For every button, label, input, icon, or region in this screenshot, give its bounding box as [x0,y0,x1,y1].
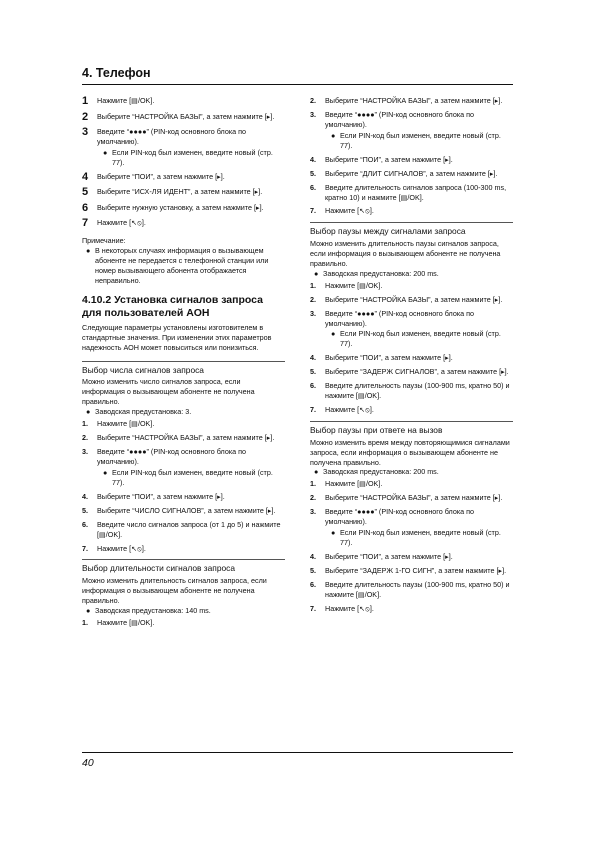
step-body [325,353,513,363]
default-value [310,467,513,477]
step-number: 7. [82,543,88,553]
step-number: 2. [310,294,316,304]
step-number: 6. [310,381,316,391]
step-text: Нажмите [↖⦸]. [97,218,146,228]
step-text: Выберите “НАСТРОЙКА БАЗЫ”, а затем нажмите [▸]. [325,493,503,503]
step-subnote [325,528,513,548]
step-text: Выберите нужную установку, а затем нажмите [▸]. [97,202,264,212]
step-text: Выберите “ПОИ”, а затем нажмите [▸]. [97,171,225,181]
step-item [310,169,513,179]
step-number: 6. [82,519,88,529]
subsection-title: Выбор длительности сигналов запроса [82,559,285,575]
step-number: 5. [82,505,88,515]
step-text: Введите длительность паузы (100-900 ms, кратно 50) и нажмите [▤/OK]. [325,381,510,401]
step-number: 2. [310,493,316,503]
step-body [325,604,513,614]
step-subnote [97,148,285,168]
step-text: Введите число сигналов запроса (от 1 до 5) и нажмите [▤/OK]. [97,519,281,539]
step-item [82,203,285,215]
step-body [325,155,513,165]
step-item [310,381,513,401]
step-body [325,566,513,576]
step-body [325,206,513,216]
step-body [97,492,285,502]
subsection-title: Выбор паузы при ответе на вызов [310,421,513,437]
header-rule [82,84,513,85]
step-number: 4 [82,170,89,183]
step-item [82,618,285,628]
bullet-icon: ● [86,407,91,417]
step-body [97,506,285,516]
step-item [310,309,513,350]
step-item [82,218,285,230]
default-value [82,606,285,616]
step-item [310,479,513,489]
step-text: Введите “●●●●” (PIN-код основного блока по умолчанию). [97,127,247,147]
step-list [310,281,513,415]
default-text: Заводская предустановка: 200 ms. [323,467,439,477]
step-text: Введите длительность сигналов запроса (100-300 ms, кратно 10) и нажмите [▤/OK]. [325,182,507,202]
step-text: Выберите “ДЛИТ СИГНАЛОВ”, а затем нажмите [▸]. [325,168,498,178]
step-text: Выберите “ЧИСЛО СИГНАЛОВ”, а затем нажмите [▸]. [97,505,276,515]
step-item [310,295,513,305]
step-body [325,281,513,291]
step-body [325,110,513,151]
step-text: Нажмите [↖⦸]. [325,603,374,613]
note-item [82,246,285,286]
step-item [82,506,285,516]
step-list [82,419,285,553]
step-body [325,552,513,562]
step-item [82,492,285,502]
step-item [82,127,285,168]
step-number: 7 [82,217,89,230]
step-number: 5 [82,186,89,199]
step-number: 3. [310,308,316,318]
step-number: 1. [82,419,88,429]
step-text: Выберите “ЗАДЕРЖ 1-ГО СИГН”, а затем нажмите [▸]. [325,565,507,575]
step-body [97,419,285,429]
step-text: Нажмите [▤/OK]. [325,280,383,290]
step-number: 4. [310,353,316,363]
step-text: Выберите “НАСТРОЙКА БАЗЫ”, а затем нажмите [▸]. [325,294,503,304]
step-body [325,381,513,401]
step-number: 7. [310,206,316,216]
step-body [97,96,285,106]
step-item [82,520,285,540]
step-number: 4. [310,154,316,164]
subsection-desc: Можно изменить длительность паузы сигналов запроса, если информация о вызывающем абоненте не получена правильно. [310,238,501,268]
step-number: 5. [310,565,316,575]
step-text: Введите длительность паузы (100-900 ms, кратно 50) и нажмите [▤/OK]. [325,579,510,599]
bullet-icon: ● [314,268,319,278]
step-text: Выберите “ПОИ”, а затем нажмите [▸]. [325,154,453,164]
step-item [310,507,513,548]
step-item [310,96,513,106]
step-number: 1. [310,280,316,290]
step-text: Нажмите [↖⦸]. [97,543,146,553]
step-item [310,353,513,363]
step-item [82,96,285,108]
subsection-title: Выбор паузы между сигналами запроса [310,222,513,238]
step-subnote-text: Если PIN-код был изменен, введите новый (стр. 77). [340,130,501,150]
section-paragraph: Следующие параметры установлены изготовителем в стандартные значения. При изменении этих параметров надежность АОН может повыситься или понизиться. [82,322,272,352]
step-body [325,183,513,203]
step-number: 6. [310,579,316,589]
step-item [310,405,513,415]
step-body [97,172,285,182]
step-subnote [325,131,513,151]
step-body [325,507,513,548]
bullet-icon: ● [331,130,336,140]
page-header: 4. Телефон [82,66,151,80]
step-item [82,433,285,443]
step-number: 3. [310,109,316,119]
section-title: 4.10.2 Установка сигналов запроса для пользователей АОН [82,293,263,319]
step-number: 1. [310,479,316,489]
step-item [310,206,513,216]
step-subnote-text: Если PIN-код был изменен, введите новый (стр. 77). [340,528,501,548]
step-number: 3. [310,507,316,517]
subsection-desc: Можно изменить число сигналов запроса, если информация о вызывающем абоненте не получена правильно. [82,377,255,407]
page-number: 40 [82,757,94,769]
default-text: Заводская предустановка: 200 ms. [323,268,439,278]
step-number: 6. [310,182,316,192]
step-body [325,295,513,305]
step-number: 4. [82,491,88,501]
step-item [82,447,285,488]
step-text: Выберите “ИСХ-ЛЯ ИДЕНТ”, а затем нажмите [▸]. [97,187,263,197]
step-body [325,493,513,503]
default-value [310,269,513,279]
default-text: Заводская предустановка: 3. [95,407,192,417]
step-number: 2 [82,110,89,123]
step-body [97,433,285,443]
default-text: Заводская предустановка: 140 ms. [95,605,211,615]
step-body [97,447,285,488]
step-item [82,419,285,429]
step-text: Введите “●●●●” (PIN-код основного блока по умолчанию). [325,109,475,129]
step-text: Нажмите [▤/OK]. [97,419,155,429]
step-text: Выберите “ПОИ”, а затем нажмите [▸]. [325,552,453,561]
step-number: 4. [310,552,316,561]
step-body [325,405,513,415]
step-item [310,552,513,562]
step-text: Выберите “НАСТРОЙКА БАЗЫ”, а затем нажмите [▸]. [97,111,275,121]
bullet-icon: ● [331,329,336,339]
step-subnote-text: Если PIN-код был изменен, введите новый (стр. 77). [340,329,501,349]
step-item [82,112,285,124]
step-body [325,580,513,600]
step-text: Введите “●●●●” (PIN-код основного блока по умолчанию). [97,447,247,466]
step-text: Выберите “НАСТРОЙКА БАЗЫ”, а затем нажмите [▸]. [97,433,275,443]
step-text: Нажмите [▤/OK]. [325,479,383,489]
step-body [97,544,285,554]
bullet-icon: ● [86,245,91,255]
bullet-icon: ● [331,528,336,538]
step-number: 6 [82,201,89,214]
note-text: В некоторых случаях информация о вызывающем абоненте не передается с телефонной станции или номер вызывающего абонента отображается неправильно. [95,245,269,285]
step-subnote-text: Если PIN-код был изменен, введите новый (стр. 77). [112,147,273,167]
step-item [310,155,513,165]
step-body [325,367,513,377]
step-body [97,187,285,197]
step-item [310,110,513,151]
bullet-icon: ● [314,467,319,477]
step-body [325,479,513,489]
subsection-title: Выбор числа сигналов запроса [82,361,285,377]
step-number: 5. [310,168,316,178]
step-text: Введите “●●●●” (PIN-код основного блока по умолчанию). [325,308,475,328]
note-title: Примечание: [82,236,126,246]
step-text: Нажмите [↖⦸]. [325,206,374,216]
step-list [82,618,285,628]
step-number: 2. [310,96,316,105]
step-subnote-text: Если PIN-код был изменен, введите новый (стр. 77). [112,467,273,487]
step-number: 7. [310,603,316,613]
step-item [310,566,513,576]
step-body [97,203,285,213]
step-body [97,112,285,122]
step-list [310,479,513,613]
step-item [310,183,513,203]
intro-steps [82,96,285,230]
step-item [82,172,285,184]
step-body [97,618,285,628]
step-body [97,520,285,540]
step-item [310,281,513,291]
subsection-desc: Можно изменить время между повторяющимися сигналами запроса, если информация о вызывающем абоненте не получена правильно. [310,437,510,467]
step-number: 7. [310,405,316,415]
step-number: 1. [82,617,88,627]
step-item [310,580,513,600]
step-body [97,127,285,168]
step-subnote [97,468,285,488]
step-item [310,604,513,614]
bullet-icon: ● [103,147,108,157]
footer-rule [82,752,513,753]
step-item [82,187,285,199]
step-number: 5. [310,367,316,377]
step-item [310,493,513,503]
bullet-icon: ● [86,605,91,615]
step-text: Выберите “ПОИ”, а затем нажмите [▸]. [325,353,453,363]
step-item [310,367,513,377]
step-number: 3. [82,447,88,456]
right-column [310,96,513,618]
bullet-icon: ● [103,467,108,477]
step-number: 2. [82,433,88,443]
step-text: Нажмите [▤/OK]. [97,96,155,105]
step-list [310,96,513,216]
left-column [82,96,285,632]
step-body [97,218,285,228]
default-value [82,407,285,417]
step-text: Введите “●●●●” (PIN-код основного блока по умолчанию). [325,507,475,527]
step-body [325,169,513,179]
subsection-desc: Можно изменить длительность сигналов запроса, если информация о вызывающем абоненте не получена правильно. [82,576,267,605]
step-item [82,544,285,554]
step-text: Нажмите [↖⦸]. [325,405,374,415]
step-text: Выберите “ЗАДЕРЖ СИГНАЛОВ”, а затем нажмите [▸]. [325,367,509,377]
step-number: 3 [82,126,89,139]
step-text: Выберите “ПОИ”, а затем нажмите [▸]. [97,491,225,501]
step-text: Нажмите [▤/OK]. [97,617,155,627]
step-text: Выберите “НАСТРОЙКА БАЗЫ”, а затем нажмите [▸]. [325,96,503,105]
step-number: 1 [82,95,89,107]
step-subnote [325,329,513,349]
step-body [325,309,513,350]
step-body [325,96,513,106]
